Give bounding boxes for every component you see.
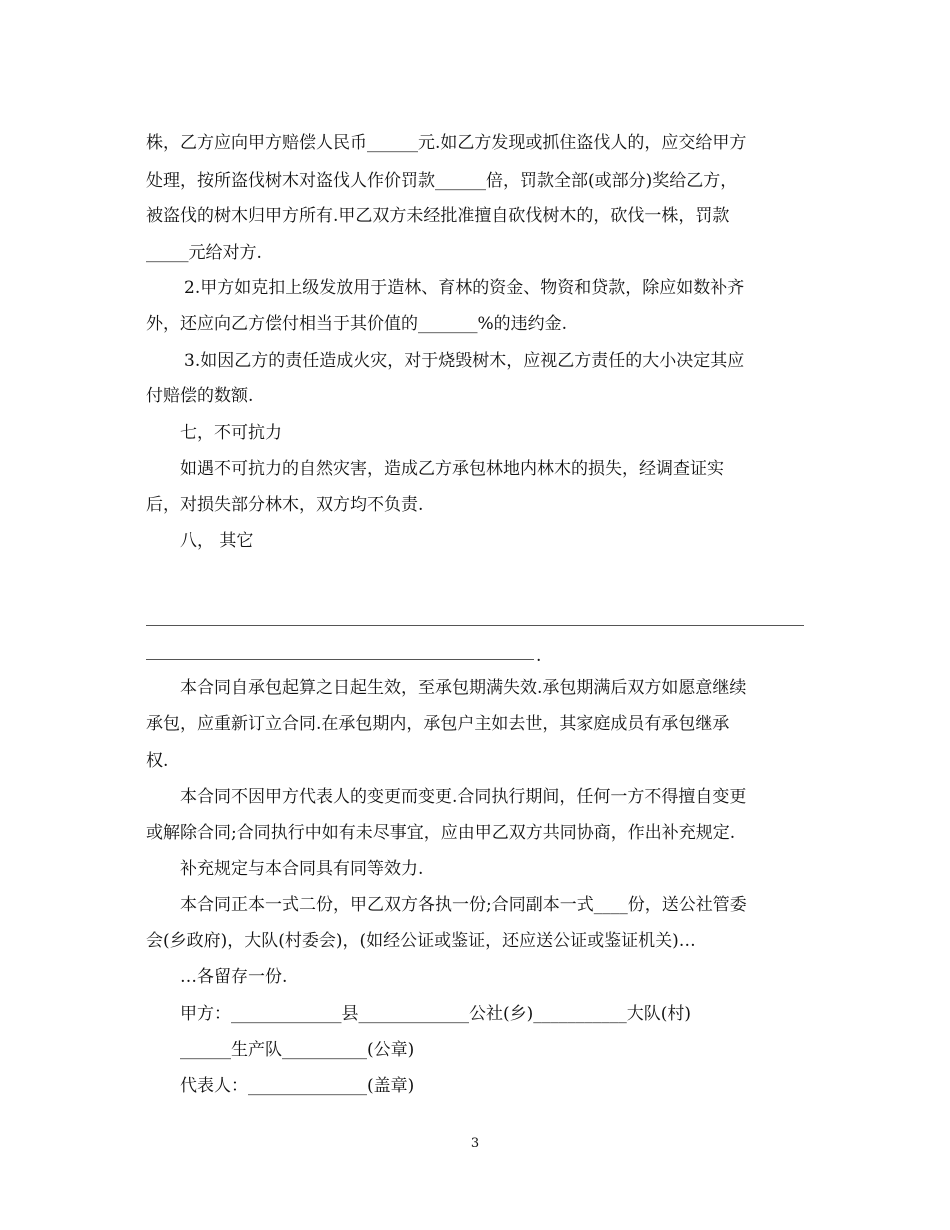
paragraph-line: 付赔偿的数额. xyxy=(146,386,254,406)
paragraph-line: 本合同正本一式二份，甲乙双方各执一份;合同副本一式____份，送公社管委 xyxy=(180,895,747,915)
paragraph-line: …各留存一份. xyxy=(180,967,288,987)
paragraph-line: 会(乡政府)，大队(村委会)，(如经公证或鉴证，还应送公证或鉴证机关)… xyxy=(146,931,696,951)
section-heading: 八， 其它 xyxy=(180,531,254,551)
paragraph-line: 如遇不可抗力的自然灾害，造成乙方承包林地内林木的损失，经调查证实 xyxy=(180,459,724,479)
signature-line-representative: 代表人：______________(盖章) xyxy=(180,1076,415,1096)
paragraph-line: 处理，按所盗伐树木对盗伐人作价罚款______倍，罚款全部(或部分)奖给乙方， xyxy=(146,171,738,191)
paragraph-line: 本合同不因甲方代表人的变更而变更.合同执行期间，任何一方不得擅自变更 xyxy=(180,787,747,807)
paragraph-line: 承包，应重新订立合同.在承包期内，承包户主如去世，其家庭成员有承包继承 xyxy=(146,714,730,734)
paragraph-line: 本合同自承包起算之日起生效，至承包期满失效.承包期满后双方如愿意继续 xyxy=(180,678,747,698)
section-heading: 七，不可抗力 xyxy=(180,423,282,443)
signature-line-production-team: ______生产队__________(公章) xyxy=(180,1040,415,1060)
signature-line-party-a: 甲方：_____________县_____________公社(乡)___________大队(村) xyxy=(180,1004,692,1024)
paragraph-line: 3.如因乙方的责任造成火灾，对于烧毁树木，应视乙方责任的大小决定其应 xyxy=(184,351,745,371)
paragraph-line: 或解除合同;合同执行中如有未尽事宜，应由甲乙双方共同协商，作出补充规定. xyxy=(146,823,736,843)
paragraph-line: 补充规定与本合同具有同等效力. xyxy=(180,859,424,879)
page-number: 3 xyxy=(470,1136,480,1151)
paragraph-line: 株，乙方应向甲方赔偿人民币______元.如乙方发现或抓住盗伐人的，应交给甲方 xyxy=(146,133,747,153)
paragraph-line: 后，对损失部分林木，双方均不负责. xyxy=(146,495,424,515)
blank-fill-line xyxy=(146,625,804,626)
paragraph-line: 外，还应向乙方偿付相当于其价值的_______%的违约金. xyxy=(146,314,568,334)
paragraph-line: _____元给对方. xyxy=(146,243,262,263)
paragraph-line: 权. xyxy=(146,751,169,771)
paragraph-line: 被盗伐的树木归甲方所有.甲乙双方未经批准擅自砍伐树木的，砍伐一株，罚款 xyxy=(146,206,730,226)
paragraph-line: 2.甲方如克扣上级发放用于造林、育林的资金、物资和贷款，除应如数补齐 xyxy=(184,278,745,298)
blank-fill-period: . xyxy=(536,646,542,666)
